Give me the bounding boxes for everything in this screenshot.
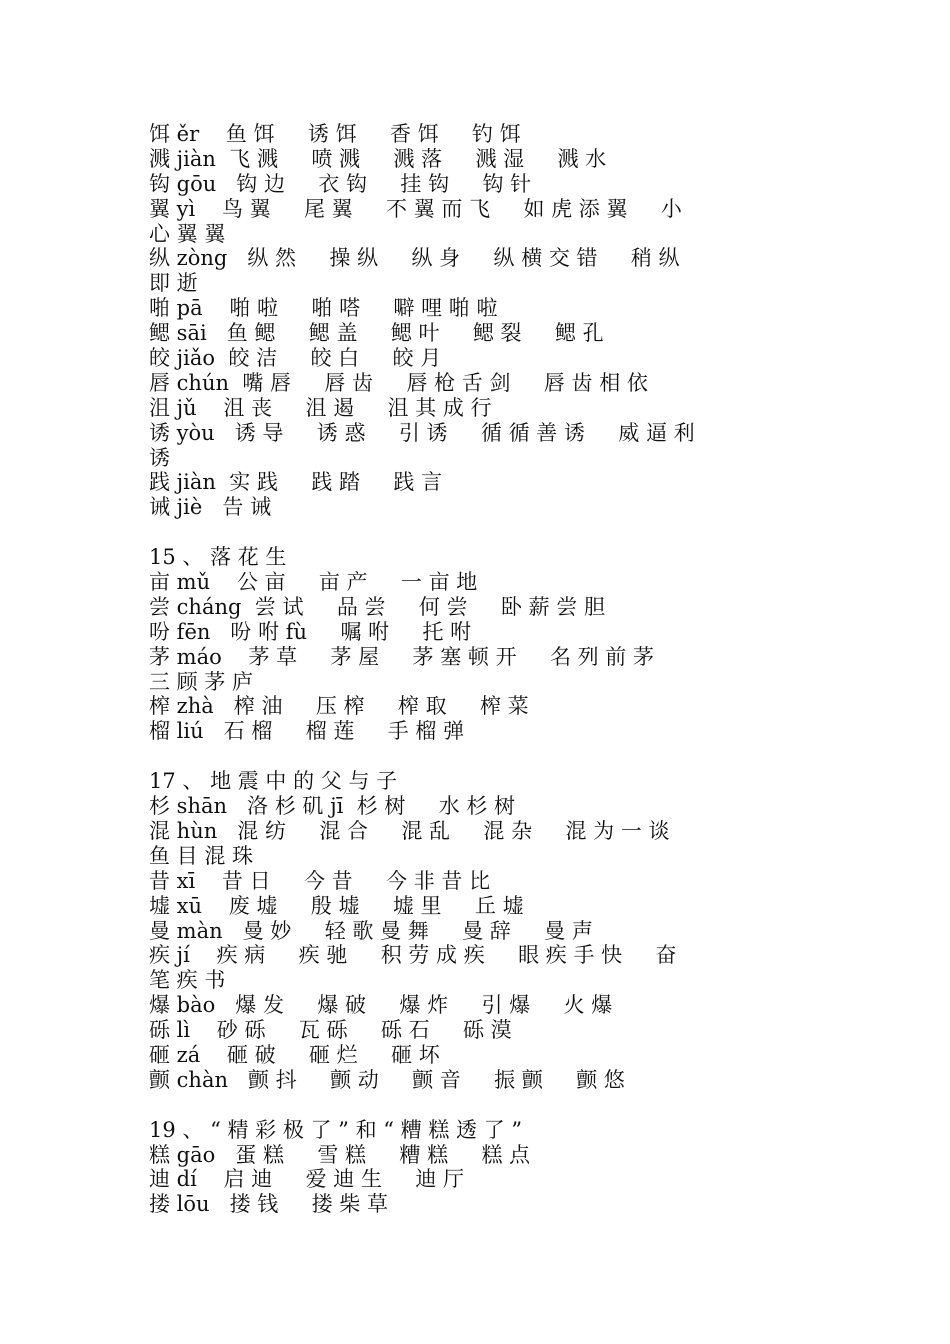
vocab-line: 饵 ěr 鱼 饵 诱 饵 香 饵 钓 饵 [149, 122, 521, 146]
vocab-line: 诱 yòu 诱 导 诱 惑 引 诱 循 循 善 诱 威 逼 利 [149, 420, 695, 445]
vocab-line: 砸 zá 砸 破 砸 烂 砸 坏 [149, 1042, 440, 1067]
vocabulary-list [149, 122, 793, 1217]
vocab-line: 墟 xū 废 墟 殷 墟 墟 里 丘 墟 [149, 893, 524, 918]
vocab-line: 诱 [149, 445, 170, 470]
vocab-line: 鳃 sāi 鱼 鳃 鳃 盖 鳃 叶 鳃 裂 鳃 孔 [149, 321, 604, 346]
vocab-line: 迪 dí 启 迪 爱 迪 生 迪 厅 [149, 1167, 464, 1192]
vocab-line: 鱼 目 混 珠 [149, 843, 254, 868]
vocab-line: 砾 lì 砂 砾 瓦 砾 砾 石 砾 漠 [149, 1018, 512, 1043]
vocab-line: 吩 fēn 吩 咐 fù 嘱 咐 托 咐 [149, 619, 472, 644]
vocab-line: 皎 jiǎo 皎 洁 皎 白 皎 月 [149, 346, 442, 371]
vocab-line: 纵 zòng 纵 然 操 纵 纵 身 纵 横 交 错 稍 纵 [149, 246, 680, 271]
vocab-line: 三 顾 茅 庐 [149, 669, 254, 694]
vocab-line: 心 翼 翼 [149, 221, 226, 246]
vocab-line: 疾 jí 疾 病 疾 驰 积 劳 成 疾 眼 疾 手 快 奋 [149, 943, 677, 968]
vocab-line: 即 逝 [149, 271, 198, 296]
vocab-line: 沮 jǔ 沮 丧 沮 遏 沮 其 成 行 [149, 395, 492, 420]
vocab-line: 诫 jiè 告 诫 [149, 495, 272, 520]
vocab-line: 昔 xī 昔 日 今 昔 今 非 昔 比 [149, 868, 491, 893]
vocab-line: 爆 bào 爆 发 爆 破 爆 炸 引 爆 火 爆 [149, 993, 613, 1018]
lesson-heading: 19 、 “ 精 彩 极 了 ” 和 “ 糟 糕 透 了 ” [149, 1117, 523, 1142]
vocab-line: 笔 疾 书 [149, 968, 226, 993]
vocab-line: 尝 cháng 尝 试 品 尝 何 尝 卧 薪 尝 胆 [149, 594, 605, 619]
vocab-line: 践 jiàn 实 践 践 踏 践 言 [149, 470, 443, 495]
vocab-line: 茅 máo 茅 草 茅 屋 茅 塞 顿 开 名 列 前 茅 [149, 644, 654, 669]
vocab-line: 榨 zhà 榨 油 压 榨 榨 取 榨 菜 [149, 694, 529, 719]
vocab-line: 曼 màn 曼 妙 轻 歌 曼 舞 曼 辞 曼 声 [149, 918, 593, 943]
vocab-line: 搂 lōu 搂 钱 搂 柴 草 [149, 1192, 388, 1217]
section-gap [149, 520, 793, 545]
vocab-line: 亩 mǔ 公 亩 亩 产 一 亩 地 [149, 570, 478, 595]
lesson-heading: 15 、 落 花 生 [149, 545, 287, 570]
vocab-line: 榴 liú 石 榴 榴 莲 手 榴 弹 [149, 719, 465, 744]
vocab-line: 唇 chún 嘴 唇 唇 齿 唇 枪 舌 剑 唇 齿 相 依 [149, 370, 648, 395]
vocab-line: 翼 yì 鸟 翼 尾 翼 不 翼 而 飞 如 虎 添 翼 小 [149, 196, 682, 221]
lesson-heading: 17 、 地 震 中 的 父 与 子 [149, 769, 398, 794]
section-gap [149, 1093, 793, 1118]
vocab-line: 颤 chàn 颤 抖 颤 动 颤 音 振 颤 颤 悠 [149, 1067, 625, 1092]
vocab-line: 杉 shān 洛 杉 矶 jī 杉 树 水 杉 树 [149, 794, 516, 819]
vocab-line: 钩 gōu 钩 边 衣 钩 挂 钩 钩 针 [149, 171, 532, 196]
vocab-line: 啪 pā 啪 啦 啪 嗒 噼 哩 啪 啦 [149, 296, 498, 321]
section-gap [149, 744, 793, 769]
vocab-line: 混 hùn 混 纺 混 合 混 乱 混 杂 混 为 一 谈 [149, 818, 670, 843]
vocab-line: 糕 gāo 蛋 糕 雪 糕 糟 糕 糕 点 [149, 1142, 531, 1167]
vocab-line: 溅 jiàn 飞 溅 喷 溅 溅 落 溅 湿 溅 水 [149, 146, 607, 171]
